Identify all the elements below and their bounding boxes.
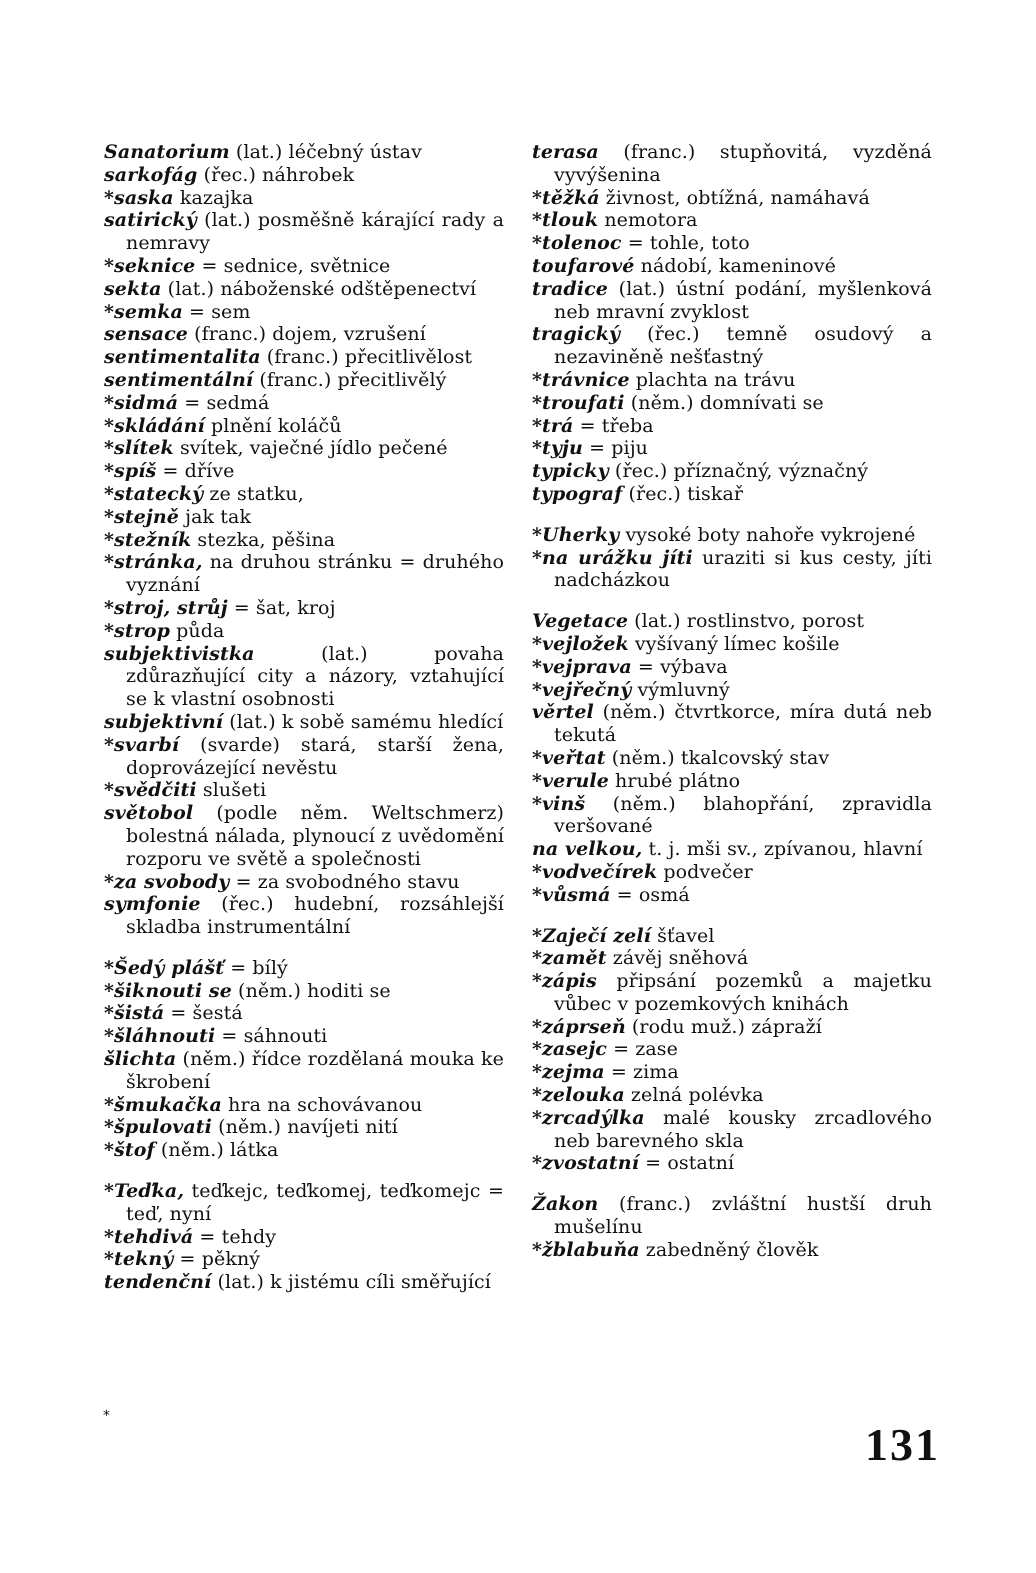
dictionary-entry: [104, 1248, 504, 1271]
entry-definition: = zima: [604, 1061, 679, 1084]
dictionary-entry: [104, 802, 504, 870]
dictionary-entry: [532, 1084, 932, 1107]
entry-definition: (něm.) hoditi se: [231, 979, 391, 1002]
dictionary-entry: [532, 392, 932, 415]
dictionary-entry: [532, 524, 932, 547]
entry-definition: = bílý: [224, 956, 288, 979]
entry-definition: t. j. mši sv., zpívanou, hlavní: [642, 838, 923, 861]
entry-headword: *zejma: [532, 1061, 605, 1084]
dictionary-entry: [104, 957, 504, 980]
entry-headword: sensace: [104, 323, 188, 346]
entry-headword: *trávnice: [532, 368, 630, 391]
page-number: 131: [865, 1419, 940, 1470]
entry-definition: (řec.) náhrobek: [197, 163, 355, 186]
entry-definition: = sem: [182, 300, 251, 323]
dictionary-entry: [532, 369, 932, 392]
dictionary-entry: [532, 656, 932, 679]
entry-headword: *veřtat: [532, 746, 606, 769]
entry-headword: *vodvečírek: [532, 860, 658, 883]
entry-headword: *zelouka: [532, 1084, 625, 1107]
dictionary-entry: [104, 1271, 504, 1294]
entry-definition: (lat.) náboženské odštěpenectví: [161, 277, 477, 300]
entry-definition: (něm.) tkalcovský stav: [605, 746, 830, 769]
entry-headword: subjektivistka: [104, 642, 255, 665]
dictionary-entry: [104, 779, 504, 802]
entry-definition: plachta na trávu: [629, 368, 796, 391]
section-gap: [104, 939, 504, 957]
dictionary-entry: [532, 970, 932, 1016]
dictionary-entry: [104, 415, 504, 438]
entry-definition: (lat.) povaha zdůrazňující city a názory, vztahující se k vlastní osobnosti: [126, 642, 504, 711]
dictionary-entry: [532, 1061, 932, 1084]
entry-definition: (lat.) ústní podání, myšlenková neb mravní zvyklost: [554, 277, 932, 323]
entry-headword: *svarbí: [104, 733, 180, 756]
entry-headword: *verule: [532, 769, 609, 792]
entry-definition: (řec.) temně osudový a nezaviněně nešťastný: [554, 323, 932, 369]
dictionary-entry: [532, 1038, 932, 1061]
entry-definition: vyšívaný límec košile: [628, 632, 840, 655]
entry-headword: satirický: [104, 209, 197, 232]
dictionary-entry: [104, 1226, 504, 1249]
entry-definition: připsání pozemků a majetku vůbec v pozemkových knihách: [554, 970, 932, 1015]
dictionary-entry: [532, 460, 932, 483]
entry-headword: *šiknouti se: [104, 979, 232, 1002]
entry-headword: *za svobody: [104, 870, 230, 893]
entry-headword: tragický: [532, 323, 621, 346]
entry-headword: *zvostatní: [532, 1152, 640, 1175]
entry-headword: *šláhnouti: [104, 1025, 216, 1048]
dictionary-entry: [532, 1107, 932, 1153]
entry-headword: typicky: [532, 460, 609, 483]
entry-headword: *trá: [532, 414, 574, 437]
entry-headword: *stroj, strůj: [104, 596, 228, 619]
entry-headword: subjektivní: [104, 710, 224, 733]
entry-headword: *těžká: [532, 186, 600, 209]
dictionary-entry: [104, 187, 504, 210]
entry-definition: šťavel: [651, 924, 715, 947]
entry-headword: *špulovati: [104, 1116, 212, 1139]
dictionary-entry: [104, 1116, 504, 1139]
dictionary-entry: [532, 187, 932, 210]
left-column: [104, 141, 504, 1294]
entry-definition: (svarde) stará, starší žena, doprovázející nevěstu: [126, 733, 504, 779]
entry-headword: Vegetace: [532, 610, 629, 633]
entry-headword: *Teďka,: [104, 1180, 185, 1203]
entry-headword: *zamět: [532, 947, 607, 970]
dictionary-entry: [532, 633, 932, 656]
dictionary-entry: [532, 838, 932, 861]
entry-headword: typograf: [532, 482, 623, 505]
entry-definition: = zase: [606, 1038, 679, 1061]
entry-definition: = tehdy: [193, 1225, 277, 1248]
dictionary-entry: [104, 506, 504, 529]
entry-definition: = sedmá: [178, 391, 270, 414]
dictionary-entry: [104, 734, 504, 780]
entry-definition: jak tak: [178, 505, 252, 528]
dictionary-entry: [104, 483, 504, 506]
dictionary-entry: [532, 747, 932, 770]
entry-definition: živnost, obtížná, namáhavá: [599, 186, 870, 209]
entry-definition: (podle něm. Weltschmerz) bolestná nálada, plynoucí z uvědomění rozporu ve světě a společnosti: [126, 802, 504, 870]
dictionary-entry: [532, 679, 932, 702]
dictionary-entry: [532, 947, 932, 970]
entry-headword: *šmukačka: [104, 1093, 222, 1116]
dictionary-entry: [104, 1094, 504, 1117]
entry-definition: (franc.) přecitlivělost: [260, 346, 473, 369]
dictionary-entry: [104, 529, 504, 552]
section-gap: [104, 1162, 504, 1180]
entry-definition: (něm.) blahopřání, zpravidla veršované: [554, 792, 932, 838]
dictionary-entry: [532, 141, 932, 187]
entry-definition: (řec.) hudební, rozsáhlejší skladba instrumentální: [126, 893, 504, 939]
entry-headword: *Zaječí zelí: [532, 924, 651, 947]
entry-headword: sekta: [104, 277, 162, 300]
dictionary-entry: [532, 483, 932, 506]
dictionary-entry: [532, 323, 932, 369]
dictionary-entry: [532, 547, 932, 593]
entry-headword: *troufati: [532, 391, 625, 414]
entry-definition: (něm.) čtvrtkorce, míra dutá neb tekutá: [554, 701, 932, 747]
entry-headword: *svědčiti: [104, 779, 197, 802]
entry-headword: tradice: [532, 277, 608, 300]
entry-definition: závěj sněhová: [606, 947, 749, 970]
entry-definition: (lat.) k sobě samému hledící: [223, 710, 504, 733]
entry-headword: *vejložek: [532, 632, 629, 655]
dictionary-entry: [532, 255, 932, 278]
dictionary-entry: [104, 597, 504, 620]
entry-definition: (něm.) navíjeti nití: [211, 1116, 398, 1139]
entry-definition: půda: [169, 619, 225, 642]
entry-headword: *na urážku jíti: [532, 546, 693, 569]
entry-definition: (řec.) příznačný, význačný: [608, 460, 869, 483]
dictionary-entry: [104, 460, 504, 483]
section-gap: [532, 1175, 932, 1193]
footer-mark: *: [103, 1408, 110, 1424]
entry-definition: (něm.) řídce rozdělaná mouka ke škrobení: [126, 1048, 504, 1093]
dictionary-entry: [104, 551, 504, 597]
entry-definition: (franc.) stupňovitá, vyzděná vyvýšenina: [554, 141, 932, 186]
dictionary-entry: [532, 415, 932, 438]
entry-headword: světobol: [104, 802, 194, 825]
entry-headword: *vůsmá: [532, 883, 611, 906]
entry-definition: kazajka: [173, 186, 254, 209]
dictionary-entry: [104, 278, 504, 301]
section-gap: [532, 907, 932, 925]
entry-headword: *žblabuňa: [532, 1238, 640, 1261]
entry-headword: Sanatorium: [104, 141, 230, 163]
entry-definition: (něm.) látka: [154, 1139, 279, 1162]
dictionary-entry: [104, 711, 504, 734]
right-column: [532, 141, 932, 1262]
dictionary-entry: [104, 1002, 504, 1025]
entry-headword: *Uherky: [532, 523, 620, 546]
dictionary-entry: [532, 861, 932, 884]
entry-headword: *slítek: [104, 437, 174, 460]
entry-headword: na velkou,: [532, 838, 643, 861]
dictionary-entry: [532, 925, 932, 948]
entry-headword: *vejprava: [532, 655, 632, 678]
entry-definition: stezka, pěšina: [191, 528, 336, 551]
entry-definition: (franc.) přecitlivělý: [253, 368, 447, 391]
entry-definition: teďkejc, teďkomej, teďkomejc = teď, nyní: [126, 1180, 504, 1225]
entry-headword: terasa: [532, 141, 599, 163]
section-gap: [532, 592, 932, 610]
entry-definition: hrubé plátno: [608, 769, 741, 792]
dictionary-entry: [532, 610, 932, 633]
dictionary-entry: [104, 893, 504, 939]
entry-headword: *strop: [104, 619, 170, 642]
dictionary-entry: [104, 255, 504, 278]
entry-headword: *spíš: [104, 460, 157, 483]
entry-definition: nemotora: [598, 209, 698, 232]
entry-definition: = sednice, světnice: [195, 254, 391, 277]
entry-definition: = za svobodného stavu: [229, 870, 460, 893]
entry-definition: podvečer: [657, 860, 753, 883]
dictionary-entry: [532, 232, 932, 255]
dictionary-entry: [104, 437, 504, 460]
entry-definition: = ostatní: [639, 1152, 735, 1175]
entry-definition: = třeba: [573, 414, 654, 437]
entry-definition: = šestá: [164, 1002, 243, 1025]
dictionary-entry: [532, 437, 932, 460]
dictionary-entry: [104, 346, 504, 369]
section-gap: [532, 506, 932, 524]
entry-headword: *stránka,: [104, 551, 203, 574]
dictionary-entry: [532, 701, 932, 747]
dictionary-entry: [532, 1193, 932, 1239]
entry-headword: věrtel: [532, 701, 594, 724]
dictionary-entry: [104, 643, 504, 711]
entry-definition: vysoké boty nahoře vykrojené: [619, 523, 916, 546]
entry-headword: tendenční: [104, 1271, 212, 1294]
dictionary-entry: [104, 301, 504, 324]
entry-headword: sarkofág: [104, 163, 198, 186]
entry-headword: Žakon: [532, 1193, 599, 1216]
dictionary-entry: [104, 209, 504, 255]
entry-definition: výmluvný: [631, 678, 730, 701]
dictionary-entry: [532, 1239, 932, 1262]
dictionary-entry: [104, 392, 504, 415]
entry-headword: *sidmá: [104, 391, 179, 414]
entry-headword: *zápis: [532, 970, 597, 993]
dictionary-entry: [104, 1139, 504, 1162]
entry-headword: *zrcadýlka: [532, 1106, 645, 1129]
entry-definition: malé kousky zrcadlového neb barevného skla: [554, 1106, 932, 1152]
entry-definition: = osmá: [610, 883, 690, 906]
entry-definition: zelná polévka: [624, 1084, 764, 1107]
entry-definition: hra na schovávanou: [221, 1093, 423, 1116]
dictionary-entry: [532, 278, 932, 324]
entry-headword: *tekný: [104, 1248, 174, 1271]
dictionary-entry: [532, 1152, 932, 1175]
dictionary-entry: [532, 793, 932, 839]
dictionary-entry: [104, 141, 504, 164]
dictionary-entry: [532, 770, 932, 793]
entry-headword: *šistá: [104, 1002, 165, 1025]
entry-definition: = výbava: [631, 655, 728, 678]
entry-headword: *skládání: [104, 414, 205, 437]
entry-headword: šlichta: [104, 1048, 177, 1071]
entry-definition: = piju: [582, 437, 649, 460]
entry-headword: *tlouk: [532, 209, 599, 232]
entry-headword: *štof: [104, 1139, 155, 1162]
entry-definition: (rodu muž.) zápraží: [625, 1015, 822, 1038]
entry-definition: = šat, kroj: [227, 596, 336, 619]
entry-definition: = pěkný: [173, 1248, 261, 1271]
dictionary-entry: [532, 209, 932, 232]
entry-definition: = dříve: [156, 460, 235, 483]
entry-headword: *tehdivá: [104, 1225, 194, 1248]
entry-definition: (něm.) domnívati se: [624, 391, 824, 414]
entry-headword: *seknice: [104, 254, 196, 277]
entry-definition: uraziti si kus cesty, jíti nadcházkou: [554, 546, 933, 592]
entry-headword: *stežník: [104, 528, 192, 551]
dictionary-entry: [104, 1025, 504, 1048]
entry-definition: ze statku,: [203, 482, 304, 505]
entry-headword: *semka: [104, 300, 183, 323]
entry-definition: (řec.) tiskař: [622, 482, 744, 505]
dictionary-entry: [104, 871, 504, 894]
entry-headword: *Šedý plášť: [104, 956, 225, 979]
dictionary-entry: [104, 1180, 504, 1226]
entry-headword: *stejně: [104, 505, 179, 528]
entry-headword: *saska: [104, 186, 174, 209]
entry-headword: *statecký: [104, 482, 204, 505]
dictionary-entry: [532, 884, 932, 907]
entry-definition: (franc.) dojem, vzrušení: [187, 323, 426, 346]
dictionary-entry: [104, 164, 504, 187]
entry-definition: nádobí, kameninové: [634, 254, 836, 277]
entry-headword: sentimentalita: [104, 346, 261, 369]
dictionary-entry: [104, 323, 504, 346]
entry-definition: (lat.) rostlinstvo, porost: [628, 610, 865, 633]
dictionary-entry: [104, 620, 504, 643]
entry-definition: svítek, vaječné jídlo pečené: [173, 437, 448, 460]
entry-headword: *záprseň: [532, 1015, 626, 1038]
entry-definition: na druhou stránku = druhého vyznání: [126, 551, 504, 597]
dictionary-entry: [532, 1016, 932, 1039]
entry-definition: = sáhnouti: [215, 1025, 328, 1048]
entry-headword: *tyju: [532, 437, 583, 460]
entry-headword: *vejřečný: [532, 678, 632, 701]
entry-headword: symfonie: [104, 893, 201, 916]
entry-headword: toufarové: [532, 254, 635, 277]
entry-definition: zabedněný člověk: [639, 1238, 819, 1261]
entry-headword: *tolenoc: [532, 232, 622, 255]
dictionary-entry: [104, 1048, 504, 1094]
entry-definition: = tohle, toto: [621, 232, 750, 255]
entry-definition: slušeti: [196, 779, 267, 802]
entry-headword: *zasejc: [532, 1038, 607, 1061]
entry-definition: (lat.) léčebný ústav: [229, 141, 422, 163]
entry-definition: (franc.) zvláštní hustší druh mušelínu: [554, 1193, 932, 1239]
entry-headword: sentimentální: [104, 368, 254, 391]
entry-definition: (lat.) posměšně kárající rady a nemravy: [126, 209, 504, 255]
entry-definition: (lat.) k jistému cíli směřující: [211, 1271, 491, 1294]
entry-headword: *vinš: [532, 792, 586, 815]
dictionary-entry: [104, 369, 504, 392]
entry-definition: plnění koláčů: [204, 414, 342, 437]
dictionary-entry: [104, 980, 504, 1003]
